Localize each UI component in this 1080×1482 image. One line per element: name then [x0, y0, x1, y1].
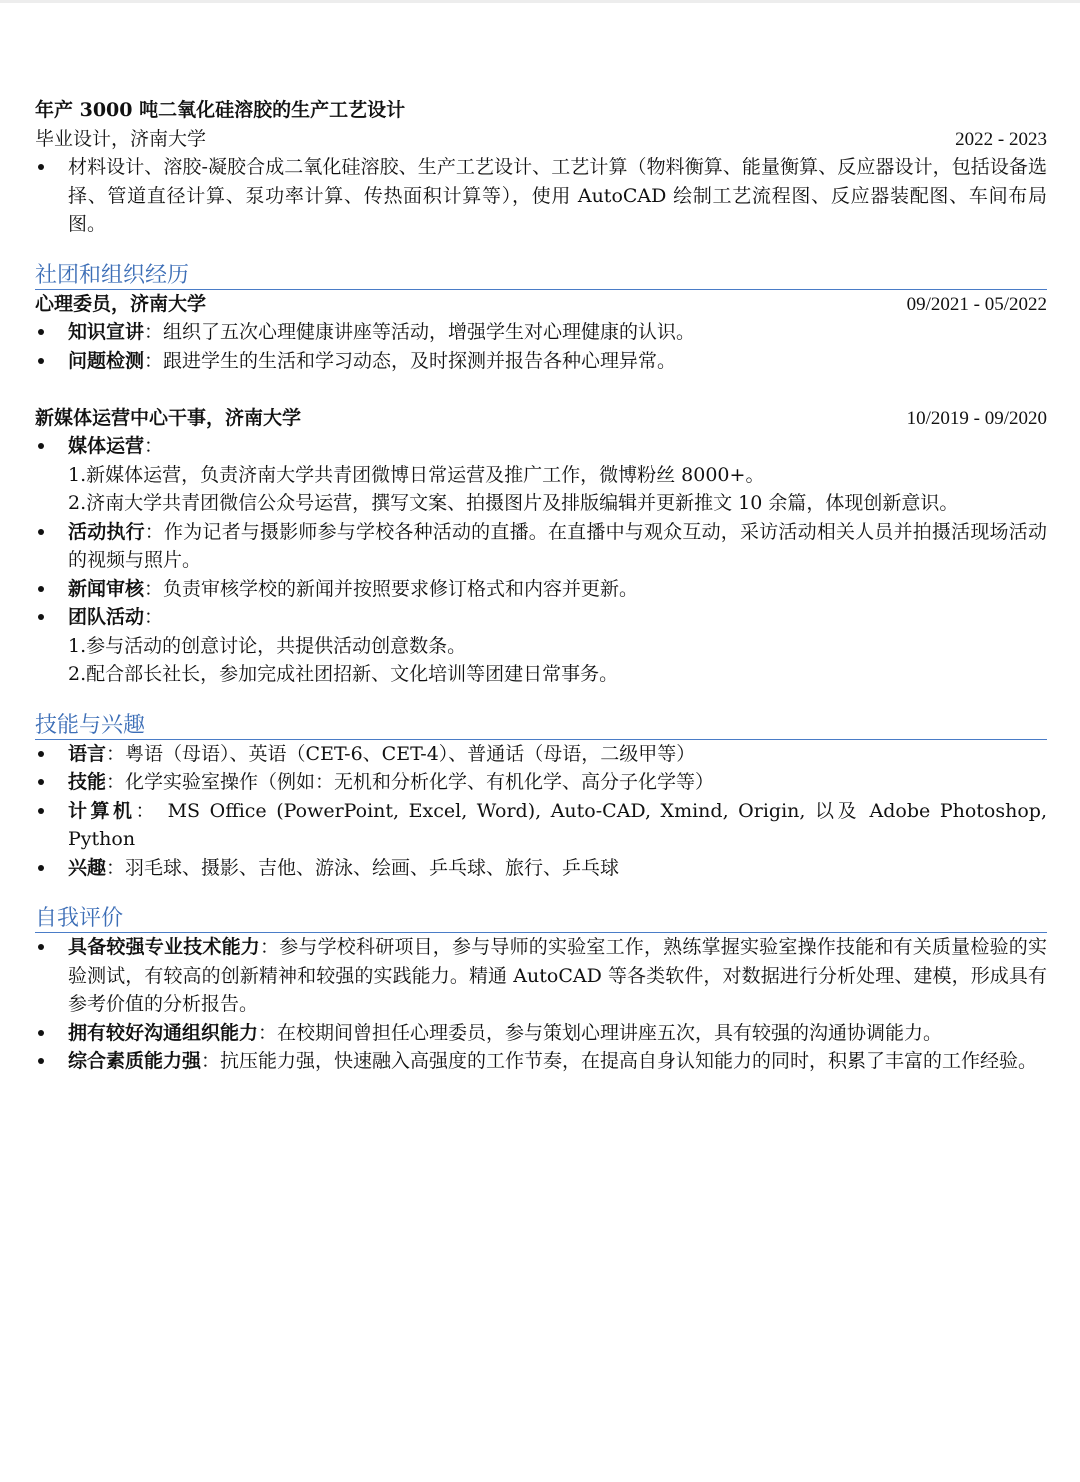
list-item: [35, 933, 1047, 1019]
item-sep: ：: [106, 771, 126, 793]
top-divider: [0, 0, 1080, 3]
bullet-icon: [35, 1047, 68, 1076]
role1-bullets: [35, 318, 1047, 375]
team-line-1: 1.参与活动的创意讨论，共提供活动创意数条。: [68, 634, 467, 657]
bullet-icon: [35, 854, 68, 883]
item-sep: ：: [258, 1021, 278, 1044]
item-sep: ：: [144, 321, 164, 343]
item-label: 知识宣讲: [68, 321, 145, 343]
item-sep: ：: [144, 520, 164, 543]
spacer: [35, 375, 1047, 404]
item-sep: ：: [201, 1050, 221, 1072]
project-meta-row: [35, 125, 1047, 154]
list-item: [35, 854, 1047, 883]
bullet-icon: [35, 432, 68, 461]
item-label: 语言: [68, 742, 107, 765]
bullet-icon: [35, 153, 68, 182]
item-label: 计算机: [68, 799, 136, 822]
item-text: 参与学校科研项目，参与导师的实验室工作，熟练掌握实验室操作技能和有关质量检验的实验测试，有较高的创新精神和较强的实践能力。精通 AutoCAD 等各类软件，对数据进行分析处理、建模，形成具有参考价值的分析报告。: [68, 936, 1047, 1015]
bullet-icon: [35, 347, 68, 376]
resume-content: [35, 96, 1047, 1076]
section-heading-org: 社团和组织经历: [35, 261, 1047, 290]
item-sep: ：: [106, 742, 126, 765]
role1-title: 心理委员，济南大学: [35, 292, 207, 315]
bullet-icon: [35, 1019, 68, 1048]
list-item: [35, 575, 1047, 604]
item-label: 具备较强专业技术能力: [68, 936, 260, 958]
list-item: [35, 740, 1047, 769]
item-text: 在校期间曾担任心理委员，参与策划心理讲座五次，具有较强的沟通协调能力。: [277, 1021, 943, 1044]
list-item: [35, 153, 1047, 239]
section-heading-skills: 技能与兴趣: [35, 711, 1047, 740]
item-sep: ：: [260, 936, 280, 958]
team-line-2: 2.配合部长社长，参加完成社团招新、文化培训等团建日常事务。: [68, 663, 619, 685]
role2-date: 10/2019 - 09/2020: [906, 407, 1047, 429]
bullet-icon: [35, 797, 68, 826]
role2-bullets: [35, 432, 1047, 461]
role2-title: 新媒体运营中心干事，济南大学: [35, 406, 302, 429]
role2-bullets-cont: [35, 518, 1047, 632]
list-item: [35, 768, 1047, 797]
list-item: [35, 797, 1047, 854]
item-label: 活动执行: [68, 520, 145, 543]
self-bullets: [35, 933, 1047, 1076]
item-text: MS Office (PowerPoint, Excel, Word), Auto-CAD, Xmind, Origin, 以及 Adobe Photoshop, Python: [68, 799, 1047, 850]
item-sep: ：: [144, 577, 164, 600]
media-line-1: 1.新媒体运营，负责济南大学共青团微博日常运营及推广工作，微博粉丝 8000+。: [68, 463, 765, 486]
item-text: 抗压能力强，快速融入高强度的工作节奏，在提高自身认知能力的同时，积累了丰富的工作经验。: [220, 1050, 1038, 1072]
list-item: [35, 603, 1047, 632]
bullet-icon: [35, 603, 68, 632]
list-item: [35, 432, 1047, 461]
item-label: 拥有较好沟通组织能力: [68, 1021, 259, 1044]
project-bullets: [35, 153, 1047, 239]
list-item: [35, 1019, 1047, 1048]
bullet-icon: [35, 768, 68, 797]
item-text: 组织了五次心理健康讲座等活动，增强学生对心理健康的认识。: [163, 321, 696, 343]
bullet-icon: [35, 740, 68, 769]
role1-header: [35, 290, 1047, 319]
item-label: 技能: [68, 771, 107, 793]
item-sep: ：: [144, 435, 164, 457]
item-text: 跟进学生的生活和学习动态，及时探测并报告各种心理异常。: [163, 349, 677, 372]
bullet-icon: [35, 518, 68, 547]
item-text: 粤语（母语）、英语（CET-6、CET-4）、普通话（母语，二级甲等）: [125, 742, 696, 765]
bullet-icon: [35, 575, 68, 604]
item-text: 化学实验室操作（例如：无机和分析化学、有机化学、高分子化学等）: [125, 771, 715, 793]
item-text: 负责审核学校的新闻并按照要求修订格式和内容并更新。: [163, 577, 639, 600]
section-heading-self: 自我评价: [35, 904, 1047, 933]
project-subtitle: 毕业设计，济南大学: [35, 127, 207, 150]
item-label: 兴趣: [68, 856, 107, 879]
list-item: [35, 347, 1047, 376]
item-sep: ：: [144, 606, 164, 628]
item-text: 羽毛球、摄影、吉他、游泳、绘画、乒乓球、旅行、乒乓球: [125, 856, 620, 879]
item-label: 媒体运营: [68, 435, 145, 457]
item-label: 团队活动: [68, 606, 145, 628]
role1-date: 09/2021 - 05/2022: [906, 293, 1047, 315]
item-label: 问题检测: [68, 349, 145, 372]
project-title: 年产 3000 吨二氧化硅溶胶的生产工艺设计: [35, 99, 406, 121]
item-sep: ：: [144, 349, 164, 372]
list-item: [35, 518, 1047, 575]
item-label: 综合素质能力强: [68, 1050, 202, 1072]
bullet-icon: [35, 933, 68, 962]
media-line-2: 2.济南大学共青团微信公众号运营，撰写文案、拍摄图片及排版编辑并更新推文 10 余篇，体现创新意识。: [68, 492, 959, 514]
list-item: [35, 1047, 1047, 1076]
item-sep: ：: [106, 856, 126, 879]
skills-bullets: [35, 740, 1047, 883]
project-bullet-text: 材料设计、溶胶-凝胶合成二氧化硅溶胶、生产工艺设计、工艺计算（物料衡算、能量衡算、反应器设计，包括设备选择、管道直径计算、泵功率计算、传热面积计算等），使用 AutoCAD 绘制工艺流程图、反应器装配图、车间布局图。: [68, 156, 1047, 235]
bullet-icon: [35, 318, 68, 347]
item-sep: ：: [135, 799, 159, 822]
project-date: 2022 - 2023: [955, 128, 1047, 150]
item-label: 新闻审核: [68, 577, 145, 600]
item-text: 作为记者与摄影师参与学校各种活动的直播。在直播中与观众互动，采访活动相关人员并拍摄活现场活动的视频与照片。: [68, 520, 1047, 571]
role2-header: [35, 404, 1047, 433]
list-item: [35, 318, 1047, 347]
